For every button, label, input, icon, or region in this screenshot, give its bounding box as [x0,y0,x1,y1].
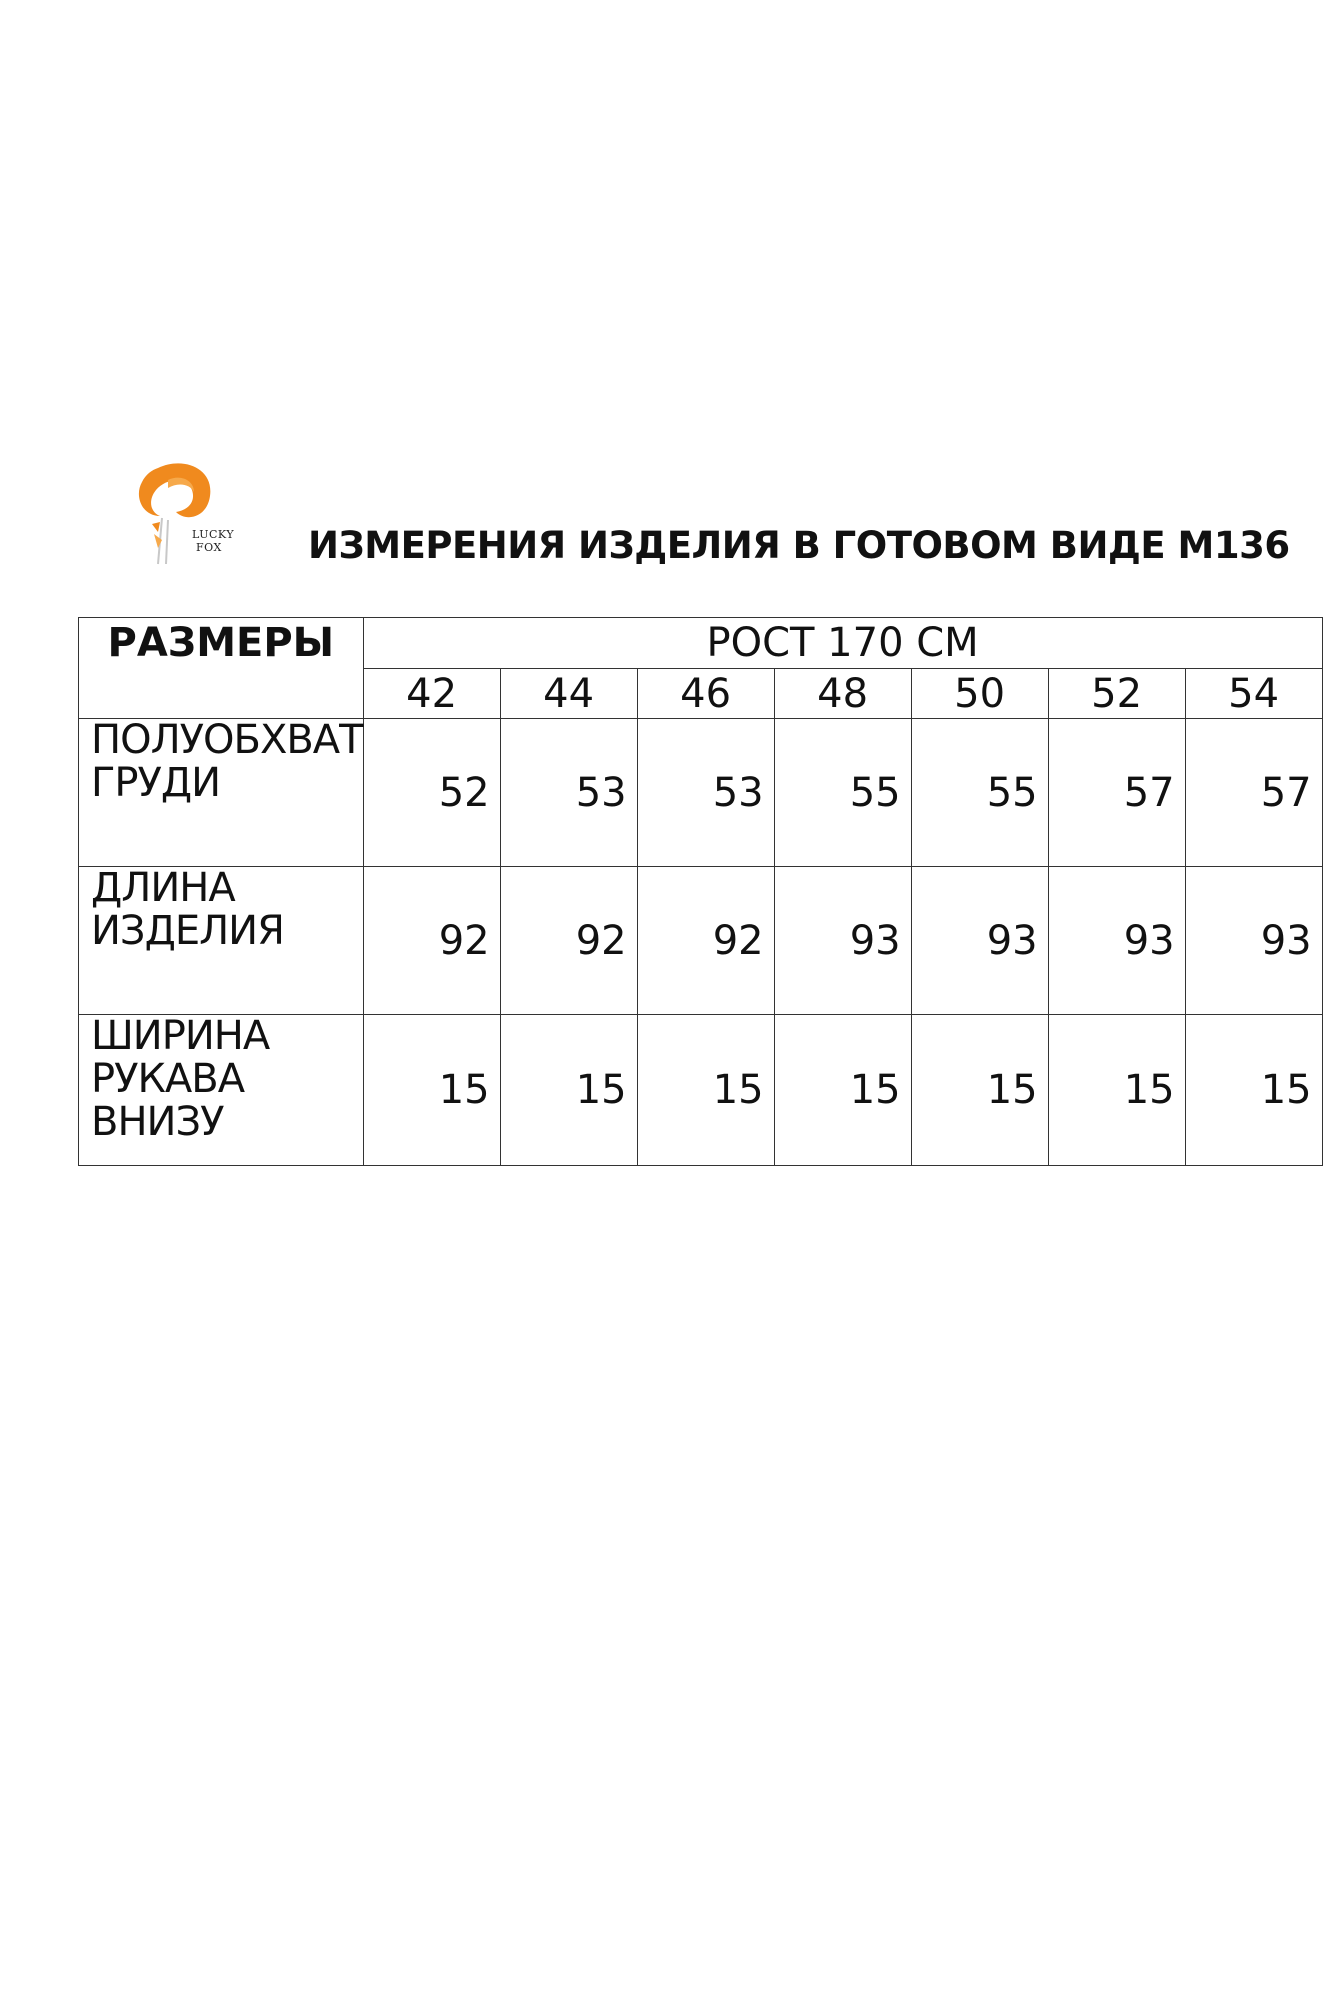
table-cell: 93 [911,867,1048,1015]
size-header: 44 [500,669,637,719]
table-row [79,867,1323,1015]
size-header: 48 [774,669,911,719]
size-header: 54 [1185,669,1322,719]
size-chart-table [78,617,1323,1166]
table-header-row [79,618,1323,669]
size-header: 50 [911,669,1048,719]
table-cell: 55 [911,719,1048,867]
table-cell: 92 [363,867,500,1015]
table-cell: 15 [911,1015,1048,1166]
table-cell: 92 [637,867,774,1015]
table-cell: 15 [774,1015,911,1166]
row-label-line: ПОЛУОБХВАТ [91,717,363,763]
size-header: 46 [637,669,774,719]
row-label-line: ШИРИНА [91,1013,270,1059]
row-label-line: РУКАВА [91,1056,245,1102]
table-row [79,719,1323,867]
table-cell: 92 [500,867,637,1015]
row-label-line: ГРУДИ [91,760,221,806]
table-cell: 57 [1185,719,1322,867]
sizes-corner-label: РАЗМЕРЫ [79,618,364,719]
table-cell: 93 [774,867,911,1015]
row-label [79,1015,364,1166]
logo-wordmark: LUCKY FOX [192,528,235,554]
table-cell: 55 [774,719,911,867]
table-cell: 93 [1185,867,1322,1015]
table-cell: 15 [1048,1015,1185,1166]
table-cell: 57 [1048,719,1185,867]
table-cell: 15 [500,1015,637,1166]
table-cell: 52 [363,719,500,867]
row-label-line: ВНИЗУ [91,1099,224,1145]
size-header: 42 [363,669,500,719]
table-cell: 93 [1048,867,1185,1015]
row-label [79,867,364,1015]
table-cell: 53 [500,719,637,867]
row-label [79,719,364,867]
table-cell: 15 [1185,1015,1322,1166]
row-label-line: ИЗДЕЛИЯ [91,908,284,954]
table-row [79,1015,1323,1166]
size-header: 52 [1048,669,1185,719]
table-cell: 15 [363,1015,500,1166]
lucky-fox-logo [128,460,238,570]
document-title: ИЗМЕРЕНИЯ ИЗДЕЛИЯ В ГОТОВОМ ВИДЕ М136 [308,524,1290,567]
row-label-line: ДЛИНА [91,865,235,911]
table-cell: 53 [637,719,774,867]
height-label: РОСТ 170 СМ [363,618,1322,669]
table-cell: 15 [637,1015,774,1166]
